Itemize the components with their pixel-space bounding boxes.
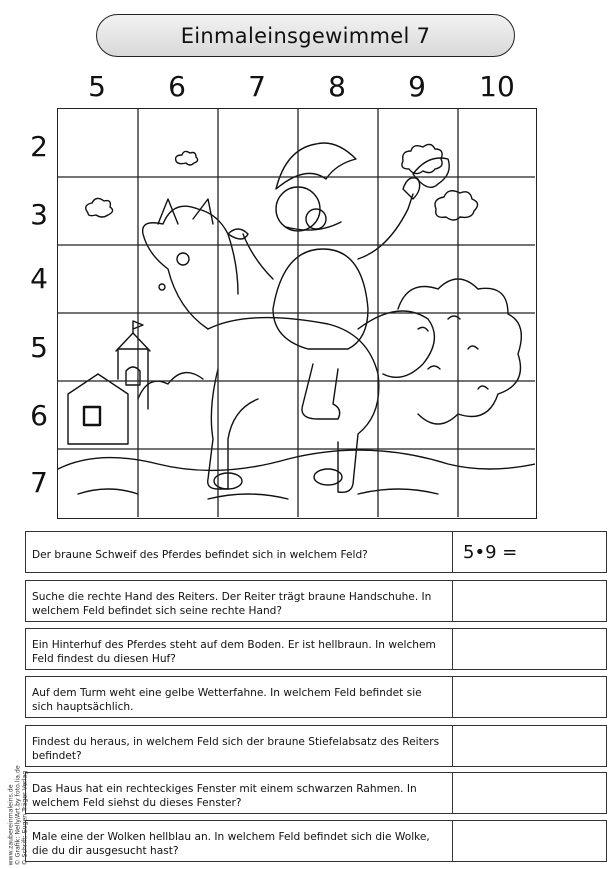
column-label: 9 <box>408 70 426 103</box>
task-row <box>25 772 607 814</box>
row-label: 6 <box>30 399 48 432</box>
coordinate-grid <box>57 108 537 519</box>
row-label: 5 <box>30 331 48 364</box>
answer-field[interactable] <box>453 726 606 766</box>
task-question: Ein Hinterhuf des Pferdes steht auf dem Boden. Er ist hellbraun. In welchem Feld findest du diesen Huf? <box>26 629 453 669</box>
task-question: Suche die rechte Hand des Reiters. Der Reiter trägt braune Handschuhe. In welchem Feld befindet sich seine rechte Hand? <box>26 581 453 621</box>
task-row <box>25 580 607 622</box>
task-row <box>25 820 607 862</box>
column-label: 7 <box>248 70 266 103</box>
row-label: 2 <box>30 130 48 163</box>
task-question: Das Haus hat ein rechteckiges Fenster mit einem schwarzen Rahmen. In welchem Feld siehst du dieses Fenster? <box>26 773 453 813</box>
answer-field[interactable]: 5•9 = <box>463 541 518 563</box>
task-row <box>25 531 607 573</box>
task-row <box>25 628 607 670</box>
row-label: 3 <box>30 198 48 231</box>
credit-line: © Grafik: Nelly/Art.by foto.lia.de <box>14 765 22 866</box>
title-text: Einmaleinsgewimmel 7 <box>180 23 431 48</box>
rider-on-horse-illustration <box>58 109 535 517</box>
task-question: Male eine der Wolken hellblau an. In welchem Feld befindet sich die Wolke, die du dir ausgesucht hast? <box>26 821 453 861</box>
answer-field[interactable] <box>453 821 606 861</box>
task-question: Auf dem Turm weht eine gelbe Wetterfahne. In welchem Feld befindet sie sich hauptsächlich. <box>26 677 453 717</box>
credit-line: www.zaubereinmaleins.de <box>7 784 15 866</box>
answer-field[interactable] <box>453 773 606 813</box>
column-label: 8 <box>328 70 346 103</box>
task-row <box>25 676 607 718</box>
task-question: Findest du heraus, in welchem Feld sich der braune Stiefelabsatz des Reiters befindet? <box>26 726 453 766</box>
copyright-credit <box>8 736 29 866</box>
task-row <box>25 725 607 767</box>
column-label: 10 <box>479 70 515 103</box>
row-label: 4 <box>30 262 48 295</box>
column-label: 6 <box>168 70 186 103</box>
answer-field[interactable] <box>453 677 606 717</box>
column-label: 5 <box>88 70 106 103</box>
task-question: Der braune Schweif des Pferdes befindet sich in welchem Feld? <box>26 532 453 572</box>
row-label: 7 <box>30 466 48 499</box>
worksheet-title <box>96 14 515 57</box>
answer-field[interactable] <box>453 581 606 621</box>
credit-line: © Schrift: Eugen Träger Verlag <box>21 770 29 866</box>
answer-field[interactable] <box>453 629 606 669</box>
